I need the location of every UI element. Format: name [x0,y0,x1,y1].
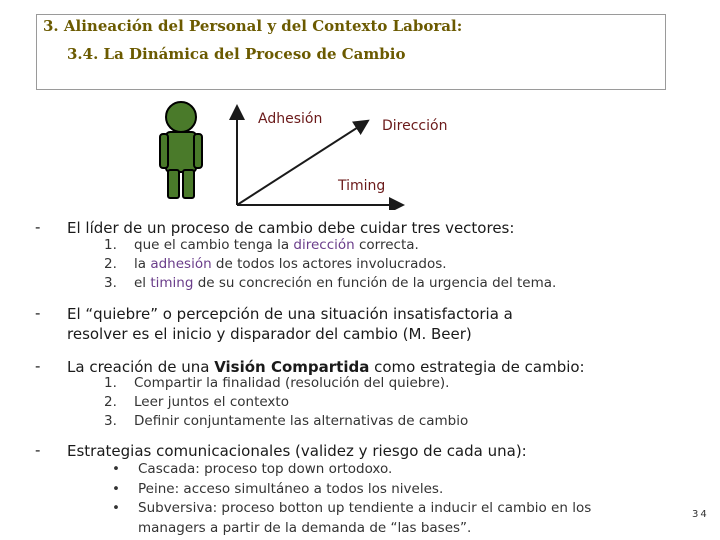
list-item: 3. Definir conjuntamente las alternativas de cambio [104,413,469,429]
person-icon [160,102,202,198]
list-item: 2. Leer juntos el contexto [104,394,289,410]
section-2-line-1: El “quiebre” o percepción de una situación insatisfactoria a [67,305,513,323]
list-item: 1. que el cambio tenga la dirección correcta. [104,237,419,253]
label-adhesion: Adhesión [258,111,323,127]
vector-diagram [0,0,720,210]
section-1-list [104,236,556,293]
section-4-heading: Estrategias comunicacionales (validez y riesgo de cada una): [67,442,527,460]
label-direccion: Dirección [382,118,448,134]
section-3-list [104,374,468,431]
section-4-list [112,460,591,538]
slide-subtitle: 3.4. La Dinámica del Proceso de Cambio [67,45,406,63]
section-2-line-2: resolver es el inicio y disparador del cambio (M. Beer) [67,325,472,343]
section-3-heading: La creación de una Visión Compartida como estrategia de cambio: [67,358,585,376]
section-2-text [67,304,687,344]
list-item: 3. el timing de su concreción en función de la urgencia del tema. [104,275,557,291]
list-item: • Subversiva: proceso botton up tendiente a inducir el cambio en los [112,500,592,516]
list-item: 1. Compartir la finalidad (resolución del quiebre). [104,375,450,391]
label-timing: Timing [338,178,386,194]
dash-2: - [35,304,41,322]
page-number: 34 [692,509,709,520]
section-1-heading: El líder de un proceso de cambio debe cuidar tres vectores: [67,219,515,237]
list-item: • Cascada: proceso top down ortodoxo. [112,461,393,477]
dash-3: - [35,357,41,375]
list-item-continuation: managers a partir de la demanda de “las bases”. [138,519,472,536]
list-item: 2. la adhesión de todos los actores involucrados. [104,256,447,272]
list-item: • Peine: acceso simultáneo a todos los niveles. [112,480,444,497]
slide-title: 3. Alineación del Personal y del Contexto Laboral: [43,17,463,35]
dash-1: - [35,218,41,236]
dash-4: - [35,441,41,459]
